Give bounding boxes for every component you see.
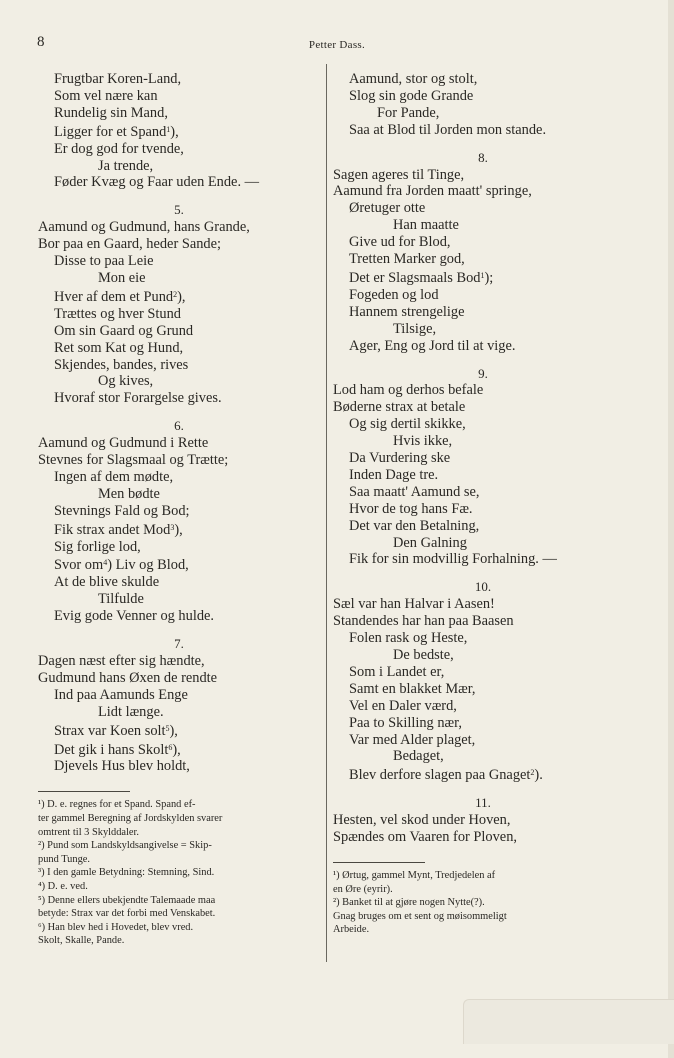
verse-text: Paa to Skilling nær, [349, 714, 462, 731]
verse-text: Og kives, [98, 373, 154, 390]
verse-text: Ja trende, [98, 157, 154, 174]
right-column [333, 71, 633, 937]
verse-text: Samt en blakket Mær, [349, 680, 476, 697]
verse-text: Mon eie [98, 269, 146, 286]
verse-line [38, 574, 320, 591]
verse-line [333, 748, 633, 765]
verse-line [333, 450, 633, 467]
verse-text: Ret som Kat og Hund, [54, 339, 184, 356]
verse-line [38, 390, 320, 407]
footnote-rule-right [333, 862, 425, 863]
verse-line [38, 721, 320, 740]
running-head: Petter Dass. [308, 39, 366, 51]
verse-line [333, 287, 633, 304]
verse-text: Aamund og Gudmund i Rette [38, 435, 209, 452]
stanza-number: 10. [474, 579, 492, 595]
footnote-line: Skolt, Skalle, Pande. [38, 935, 125, 947]
verse-line [38, 608, 320, 625]
verse-text: Ager, Eng og Jord til at vige. [349, 337, 516, 354]
column-divider [326, 64, 327, 962]
verse-line [38, 105, 320, 122]
verse-text: Inden Dage tre. [349, 466, 439, 483]
verse-line [333, 535, 633, 552]
verse-line [333, 484, 633, 501]
verse-text: Føder Kvæg og Faar uden Ende. — [54, 174, 260, 191]
verse-line [333, 829, 633, 846]
verse-line [38, 88, 320, 105]
verse-line [333, 183, 633, 200]
verse-text: Frugtbar Koren-Land, [54, 71, 182, 87]
verse-line [333, 467, 633, 484]
verse-text: Hver af dem et Pund [54, 288, 174, 305]
verse-text: Ligger for et Spand [54, 123, 167, 140]
verse-line [38, 174, 320, 191]
verse-text: Tretten Marker god, [349, 251, 465, 268]
footnote-line: ⁵) Denne ellers ubekjendte Talemaade maa [38, 894, 216, 906]
verse-text: Bor paa en Gaard, heder Sande; [38, 236, 222, 253]
footnote-line: ¹) Ørtug, gammel Mynt, Tredjedelen af [333, 869, 496, 881]
verse-text: Stevnings Fald og Bod; [54, 502, 190, 519]
verse-line [333, 268, 633, 287]
footnote-line: ⁴) D. e. ved. [38, 880, 88, 892]
verse-line [38, 758, 320, 775]
verse-text: Blev derfore slagen paa Gnaget [349, 767, 531, 784]
verse-line [38, 653, 320, 670]
verse-text: Slog sin gode Grande [349, 87, 474, 104]
verse-text: Hesten, vel skod under Hoven, [333, 812, 511, 829]
verse-text: Lidt længe. [98, 703, 164, 720]
verse-line [333, 71, 633, 88]
verse-line [38, 340, 320, 357]
verse-line [333, 167, 633, 184]
footnote-marker: 3 [170, 522, 175, 532]
verse-line [38, 670, 320, 687]
verse-text: Hannem strengelige [349, 303, 465, 320]
footnote-marker: 1 [166, 124, 171, 134]
footnote-marker: 1 [480, 270, 485, 280]
verse-line [333, 251, 633, 268]
verse-line [38, 71, 320, 88]
verse-text: Var med Alder plaget, [349, 731, 476, 748]
verse-text: Og sig dertil skikke, [349, 416, 466, 433]
verse-text-after: ), [170, 123, 179, 140]
verse-text: Om sin Gaard og Grund [54, 322, 194, 339]
verse-text: Han maatte [393, 217, 459, 234]
verse-line [333, 698, 633, 715]
footnote-marker: 2 [530, 768, 535, 778]
verse-line [333, 613, 633, 630]
verse-text: Som vel nære kan [54, 87, 158, 104]
verse-text: Rundelig sin Mand, [54, 104, 168, 121]
verse-text: Sig forlige lod, [54, 538, 141, 555]
verse-text: Da Vurdering ske [349, 450, 451, 467]
verse-text: Gudmund hans Øxen de rendte [38, 669, 218, 686]
verse-line [38, 435, 320, 452]
verse-line [38, 591, 320, 608]
verse-line [333, 217, 633, 234]
verse-line [38, 323, 320, 340]
verse-text: Aamund, stor og stolt, [349, 71, 478, 87]
verse-text-after: ) Liv og Blod, [107, 557, 189, 574]
verse-text: Dagen næst efter sig hændte, [38, 653, 205, 669]
verse-line [333, 416, 633, 433]
verse-text: Det gik i hans Skolt [54, 741, 169, 758]
verse-line [38, 486, 320, 503]
verse-line [38, 357, 320, 374]
verse-text: Svor om [54, 557, 104, 574]
verse-text: Den Galning [393, 534, 467, 551]
footnote-line: Gnag bruges om et sent og møisommeligt [333, 910, 507, 922]
verse-line [38, 287, 320, 306]
verse-text: Hvor de tog hans Fæ. [349, 500, 473, 517]
verse-text: Disse to paa Leie [54, 253, 154, 270]
verse-line [333, 518, 633, 535]
verse-line [38, 469, 320, 486]
verse-line [333, 551, 633, 568]
verse-text: De bedste, [393, 647, 454, 663]
verse-text-after: ), [169, 722, 178, 739]
verse-line [333, 647, 633, 664]
footnote-line: Arbeide. [333, 924, 370, 936]
footnote-marker: 4 [103, 558, 108, 568]
footnote-marker: 6 [168, 742, 173, 752]
verse-line [333, 122, 633, 139]
verse-text: Spændes om Vaaren for Ploven, [333, 829, 517, 846]
footnote-line: ⁶) Han blev hed i Hovedet, blev vred. [38, 921, 194, 933]
verse-line [333, 304, 633, 321]
verse-line [38, 520, 320, 539]
verse-line [38, 306, 320, 323]
verse-line [333, 732, 633, 749]
verse-line [38, 158, 320, 175]
verse-line [333, 88, 633, 105]
verse-text-after: ). [534, 767, 543, 784]
verse-line [333, 812, 633, 829]
verse-line [333, 715, 633, 732]
left-poem [38, 71, 320, 775]
right-footnotes [333, 869, 633, 937]
verse-text: Bedaget, [393, 748, 444, 765]
verse-text: Som i Landet er, [349, 663, 445, 680]
page-corner [463, 999, 674, 1044]
verse-line [333, 630, 633, 647]
right-poem [333, 71, 633, 846]
stanza-number: 8. [478, 149, 488, 165]
verse-line [333, 501, 633, 518]
verse-text: Standendes har han paa Baasen [333, 613, 514, 630]
verse-text: Fogeden og lod [349, 286, 439, 303]
stanza-number: 9. [478, 365, 488, 381]
verse-line [38, 704, 320, 721]
verse-line [38, 740, 320, 759]
verse-text: Lod ham og derhos befale [333, 382, 484, 399]
stanza-number: 11. [475, 795, 491, 811]
verse-line [38, 253, 320, 270]
verse-text: Sæl var han Halvar i Aasen! [333, 596, 495, 613]
verse-line [333, 765, 633, 784]
verse-text: Tilfulde [98, 591, 144, 608]
verse-line [333, 105, 633, 122]
verse-text-after: ), [172, 741, 181, 758]
footnote-line: pund Tunge. [38, 853, 90, 865]
footnote-line: omtrent til 3 Skylddaler. [38, 826, 140, 838]
verse-text: Tilsige, [393, 320, 437, 337]
verse-text: Saa at Blod til Jorden mon stande. [349, 121, 547, 138]
verse-line [333, 681, 633, 698]
verse-line [333, 338, 633, 355]
left-column [38, 71, 320, 948]
verse-text: Vel en Daler værd, [349, 697, 457, 714]
verse-line [38, 687, 320, 704]
verse-text: Skjendes, bandes, rives [54, 356, 189, 373]
footnote-line: en Øre (eyrir). [333, 883, 393, 895]
verse-text: Er dog god for tvende, [54, 140, 184, 157]
verse-text: Trættes og hver Stund [54, 305, 181, 322]
footnote-line: ²) Pund som Landskyldsangivelse = Skip- [38, 840, 212, 852]
verse-text: Det er Slagsmaals Bod [349, 269, 481, 286]
verse-line [333, 234, 633, 251]
verse-line [38, 122, 320, 141]
verse-text: Aamund og Gudmund, hans Grande, [38, 219, 250, 236]
verse-text: Ingen af dem mødte, [54, 468, 174, 485]
verse-text: Give ud for Blod, [349, 234, 451, 251]
verse-text: Aamund fra Jorden maatt' springe, [333, 183, 532, 200]
verse-text: Hvis ikke, [393, 433, 453, 450]
verse-text: Folen rask og Heste, [349, 630, 468, 647]
page-edge [668, 0, 674, 1058]
footnote-marker: 2 [173, 289, 178, 299]
stanza-number: 5. [174, 202, 184, 218]
verse-line [333, 664, 633, 681]
verse-text: Ind paa Aamunds Enge [54, 686, 188, 703]
verse-line [333, 382, 633, 399]
verse-text: Øretuger otte [349, 200, 426, 217]
verse-text: Djevels Hus blev holdt, [54, 758, 190, 775]
verse-text: Hvoraf stor Forargelse gives. [54, 390, 222, 407]
verse-text: Bøderne strax at betale [333, 399, 466, 416]
verse-line [38, 373, 320, 390]
verse-line [38, 503, 320, 520]
verse-line [38, 141, 320, 158]
verse-text: Strax var Koen solt [54, 722, 166, 739]
verse-line [38, 270, 320, 287]
verse-text: Evig gode Venner og hulde. [54, 608, 214, 625]
verse-line [333, 399, 633, 416]
verse-text-after: ); [484, 269, 494, 286]
verse-line [333, 321, 633, 338]
footnote-line: ³) I den gamle Betydning: Stemning, Sind. [38, 867, 215, 879]
verse-text: Saa maatt' Aamund se, [349, 483, 480, 500]
verse-text: Fik for sin modvillig Forhalning. — [349, 551, 557, 568]
footnote-marker: 5 [165, 723, 170, 733]
verse-text: Fik strax andet Mod [54, 521, 171, 538]
page-number: 8 [37, 34, 45, 50]
verse-text: Det var den Betalning, [349, 517, 480, 534]
left-footnotes [38, 798, 320, 948]
verse-text: For Pande, [377, 104, 440, 121]
verse-text: Men bødte [98, 485, 160, 502]
verse-text: Stevnes for Slagsmaal og Trætte; [38, 452, 229, 469]
verse-line [38, 219, 320, 236]
footnote-line: ²) Banket til at gjøre nogen Nytte(?). [333, 897, 485, 909]
verse-line [333, 200, 633, 217]
stanza-number: 7. [174, 636, 184, 652]
verse-text: Sagen ageres til Tinge, [333, 166, 465, 183]
verse-line [38, 555, 320, 574]
footnote-line: ¹) D. e. regnes for et Spand. Spand ef- [38, 799, 196, 811]
verse-line [38, 539, 320, 556]
verse-text: At de blive skulde [54, 574, 160, 591]
verse-line [333, 433, 633, 450]
verse-line [38, 452, 320, 469]
footnote-line: betyde: Strax var det forbi med Venskabet. [38, 908, 216, 920]
verse-line [38, 236, 320, 253]
verse-text-after: ), [174, 521, 183, 538]
footnote-line: ter gammel Beregning af Jordskylden svarer [38, 812, 223, 824]
stanza-number: 6. [174, 418, 184, 434]
verse-text-after: ), [177, 288, 186, 305]
footnote-rule-left [38, 791, 130, 792]
verse-line [333, 596, 633, 613]
